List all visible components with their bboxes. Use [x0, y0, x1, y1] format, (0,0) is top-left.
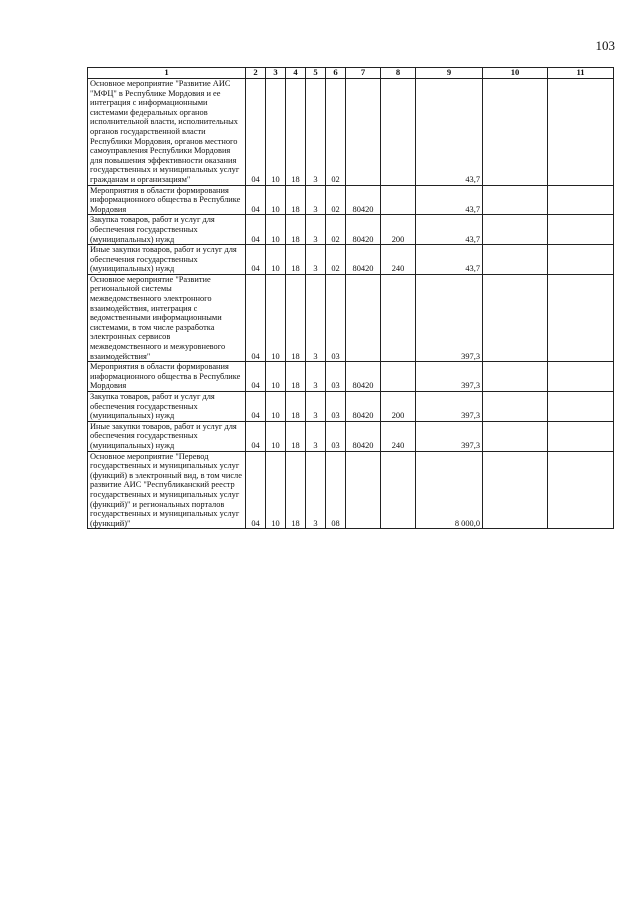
cell-col11	[548, 79, 614, 186]
row-name: Основное мероприятие "Развитие АИС "МФЦ" в Республике Мордовия и ее интеграция с информационными системами федеральных органов исполнительной власти, исполнительных органов государственной власти Республики Мордовия, органов местного самоуправления Республики Мордовия для повышения эффективности оказания государственных и муниципальных услуг гражданам и организациям"	[88, 79, 246, 186]
cell-program: 18	[286, 362, 306, 392]
budget-table	[87, 67, 614, 529]
cell-program: 18	[286, 451, 306, 529]
column-header: 1	[88, 68, 246, 79]
cell-rz: 04	[246, 79, 266, 186]
cell-activity: 02	[326, 79, 346, 186]
cell-vr: 200	[381, 392, 416, 422]
cell-program: 18	[286, 392, 306, 422]
row-name: Закупка товаров, работ и услуг для обеспечения государственных (муниципальных) нужд	[88, 392, 246, 422]
header-row	[88, 68, 614, 79]
table-row	[88, 185, 614, 215]
cell-col10	[483, 451, 548, 529]
cell-pr: 10	[266, 362, 286, 392]
cell-direction	[346, 451, 381, 529]
cell-vr: 200	[381, 215, 416, 245]
cell-vr	[381, 79, 416, 186]
cell-rz: 04	[246, 362, 266, 392]
cell-col11	[548, 215, 614, 245]
cell-activity: 03	[326, 421, 346, 451]
cell-col11	[548, 451, 614, 529]
column-header: 9	[416, 68, 483, 79]
cell-vr	[381, 451, 416, 529]
cell-amount: 43,7	[416, 215, 483, 245]
cell-col11	[548, 185, 614, 215]
cell-activity: 02	[326, 245, 346, 275]
cell-direction: 80420	[346, 392, 381, 422]
cell-subprogram: 3	[306, 79, 326, 186]
cell-subprogram: 3	[306, 245, 326, 275]
cell-activity: 02	[326, 215, 346, 245]
cell-vr: 240	[381, 421, 416, 451]
row-name: Иные закупки товаров, работ и услуг для обеспечения государственных (муниципальных) нужд	[88, 421, 246, 451]
cell-direction	[346, 79, 381, 186]
table-row	[88, 274, 614, 361]
column-header: 3	[266, 68, 286, 79]
cell-amount: 43,7	[416, 79, 483, 186]
cell-activity: 03	[326, 274, 346, 361]
cell-pr: 10	[266, 451, 286, 529]
cell-amount: 397,3	[416, 274, 483, 361]
cell-col10	[483, 79, 548, 186]
cell-pr: 10	[266, 79, 286, 186]
cell-col11	[548, 274, 614, 361]
column-header: 6	[326, 68, 346, 79]
cell-activity: 03	[326, 362, 346, 392]
column-header: 10	[483, 68, 548, 79]
page-number: 103	[595, 38, 615, 53]
row-name: Мероприятия в области формирования информационного общества в Республике Мордовия	[88, 362, 246, 392]
cell-col10	[483, 392, 548, 422]
table-row	[88, 392, 614, 422]
cell-amount: 43,7	[416, 185, 483, 215]
cell-rz: 04	[246, 185, 266, 215]
cell-amount: 8 000,0	[416, 451, 483, 529]
cell-program: 18	[286, 79, 306, 186]
cell-direction: 80420	[346, 362, 381, 392]
table-row	[88, 421, 614, 451]
cell-pr: 10	[266, 245, 286, 275]
cell-program: 18	[286, 185, 306, 215]
cell-subprogram: 3	[306, 274, 326, 361]
cell-col10	[483, 274, 548, 361]
cell-subprogram: 3	[306, 392, 326, 422]
cell-program: 18	[286, 245, 306, 275]
cell-rz: 04	[246, 245, 266, 275]
cell-direction: 80420	[346, 215, 381, 245]
cell-program: 18	[286, 215, 306, 245]
cell-rz: 04	[246, 421, 266, 451]
column-header: 5	[306, 68, 326, 79]
cell-direction: 80420	[346, 185, 381, 215]
cell-vr	[381, 274, 416, 361]
cell-subprogram: 3	[306, 451, 326, 529]
column-header: 11	[548, 68, 614, 79]
cell-program: 18	[286, 421, 306, 451]
cell-rz: 04	[246, 274, 266, 361]
cell-activity: 08	[326, 451, 346, 529]
table-row	[88, 79, 614, 186]
cell-amount: 397,3	[416, 392, 483, 422]
cell-col10	[483, 421, 548, 451]
cell-col11	[548, 245, 614, 275]
row-name: Закупка товаров, работ и услуг для обеспечения государственных (муниципальных) нужд	[88, 215, 246, 245]
cell-activity: 03	[326, 392, 346, 422]
cell-pr: 10	[266, 274, 286, 361]
row-name: Мероприятия в области формирования информационного общества в Республике Мордовия	[88, 185, 246, 215]
column-header: 4	[286, 68, 306, 79]
cell-direction	[346, 274, 381, 361]
cell-vr: 240	[381, 245, 416, 275]
cell-direction: 80420	[346, 421, 381, 451]
table-row	[88, 215, 614, 245]
table-row	[88, 451, 614, 529]
cell-pr: 10	[266, 421, 286, 451]
cell-pr: 10	[266, 185, 286, 215]
cell-col10	[483, 185, 548, 215]
row-name: Основное мероприятие "Перевод государственных и муниципальных услуг (функций) в электронный вид, в том числе развитие АИС "Республиканский реестр государственных и муниципальных услуг (функций)" и региональных порталов государственных и муниципальных услуг (функций)"	[88, 451, 246, 529]
cell-amount: 397,3	[416, 421, 483, 451]
cell-pr: 10	[266, 215, 286, 245]
cell-col11	[548, 362, 614, 392]
cell-program: 18	[286, 274, 306, 361]
row-name: Иные закупки товаров, работ и услуг для обеспечения государственных (муниципальных) нужд	[88, 245, 246, 275]
column-header: 7	[346, 68, 381, 79]
column-header: 8	[381, 68, 416, 79]
cell-rz: 04	[246, 215, 266, 245]
cell-col10	[483, 215, 548, 245]
cell-col10	[483, 362, 548, 392]
cell-activity: 02	[326, 185, 346, 215]
cell-rz: 04	[246, 392, 266, 422]
table-row	[88, 245, 614, 275]
column-header: 2	[246, 68, 266, 79]
row-name: Основное мероприятие "Развитие региональной системы межведомственного электронного взаимодействия, интеграция с ведомственными информационными системами, в том числе разработка электронных сервисов межведомственного и межуровневого взаимодействия"	[88, 274, 246, 361]
cell-rz: 04	[246, 451, 266, 529]
cell-amount: 43,7	[416, 245, 483, 275]
cell-col11	[548, 421, 614, 451]
table-row	[88, 362, 614, 392]
cell-col11	[548, 392, 614, 422]
cell-direction: 80420	[346, 245, 381, 275]
cell-subprogram: 3	[306, 362, 326, 392]
cell-subprogram: 3	[306, 215, 326, 245]
cell-amount: 397,3	[416, 362, 483, 392]
cell-col10	[483, 245, 548, 275]
cell-vr	[381, 185, 416, 215]
cell-subprogram: 3	[306, 185, 326, 215]
cell-subprogram: 3	[306, 421, 326, 451]
cell-vr	[381, 362, 416, 392]
cell-pr: 10	[266, 392, 286, 422]
